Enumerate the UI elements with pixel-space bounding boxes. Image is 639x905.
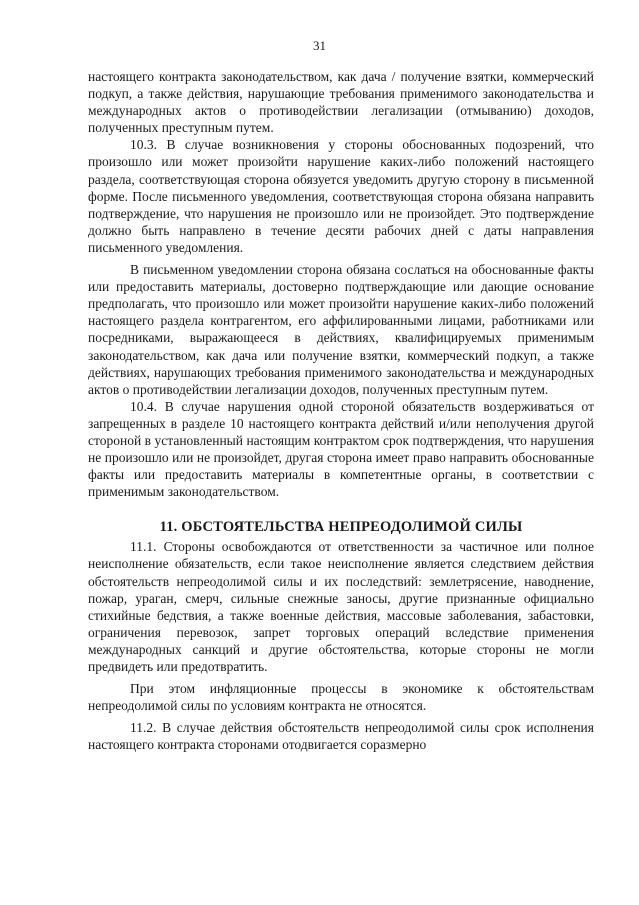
paragraph-11-2: 11.2. В случае действия обстоятельств непреодолимой силы срок исполнения настоящего контракта сторонами отодвигается соразмерно — [88, 720, 594, 753]
paragraph-11-1-inflation: При этом инфляционные процессы в экономике к обстоятельствам непреодолимой силы по условиям контракта не относятся. — [88, 681, 594, 714]
page-number: 31 — [313, 38, 326, 53]
paragraph-10-3: 10.3. В случае возникновения у стороны обоснованных подозрений, что произошло или может произойти нарушение каких-либо положений настоящего раздела, соответствующая сторона обязуется уведомить другую сторону в письменной форме. После письменного уведомления, соответствующая сторона обязана направить подтверждение, что нарушения не произошло или не произойдет. Это подтверждение должно быть направлено в течение десяти рабочих дней с даты направления письменного уведомления. — [88, 137, 594, 255]
section-heading-11: 11. ОБСТОЯТЕЛЬСТВА НЕПРЕОДОЛИМОЙ СИЛЫ — [159, 519, 523, 536]
paragraph-11-1: 11.1. Стороны освобождаются от ответственности за частичное или полное неисполнение обязательств, если такое неисполнение является следствием действия обстоятельств непреодолимой силы и их последствий: землетрясение, наводнение, пожар, ураган, смерч, сильные снежные заносы, другие признанные официально стихийные бедствия, а также военные действия, массовые заболевания, забастовки, ограничения перевозок, запрет торговых операций вследствие применения международных санкций и другие обстоятельства, которые стороны не могли предвидеть или предотвратить. — [88, 539, 594, 674]
paragraph-10-3-notice: В письменном уведомлении сторона обязана сослаться на обоснованные факты или предоставить материалы, достоверно подтверждающие или дающие основание предполагать, что произошло или может произойти нарушение каких-либо положений настоящего раздела контрагентом, его аффилированными лицами, работниками или посредниками, выражающееся в действиях, квалифицируемых применимым законодательством, как дача или получение взятки, коммерческий подкуп, а также действиях, нарушающих требования применимого законодательства и международных актов о противодействии легализации доходов, полученных преступным путем. — [88, 262, 594, 397]
paragraph-10-4: 10.4. В случае нарушения одной стороной обязательств воздерживаться от запрещенных в разделе 10 настоящего контракта действий и/или неполучения другой стороной в установленный настоящим контрактом срок подтверждения, что нарушения не произошло или не произойдет, другая сторона имеет право направить обоснованные факты или предоставить материалы в компетентные органы, в соответствии с применимым законодательством. — [88, 398, 594, 500]
paragraph-10-2-continuation: настоящего контракта законодательством, как дача / получение взятки, коммерческий подкуп, а также действия, нарушающие требования применимого законодательства и международных актов о противодействии легализации (отмыванию) доходов, полученных преступным путем. — [88, 69, 594, 136]
document-body — [88, 68, 594, 753]
